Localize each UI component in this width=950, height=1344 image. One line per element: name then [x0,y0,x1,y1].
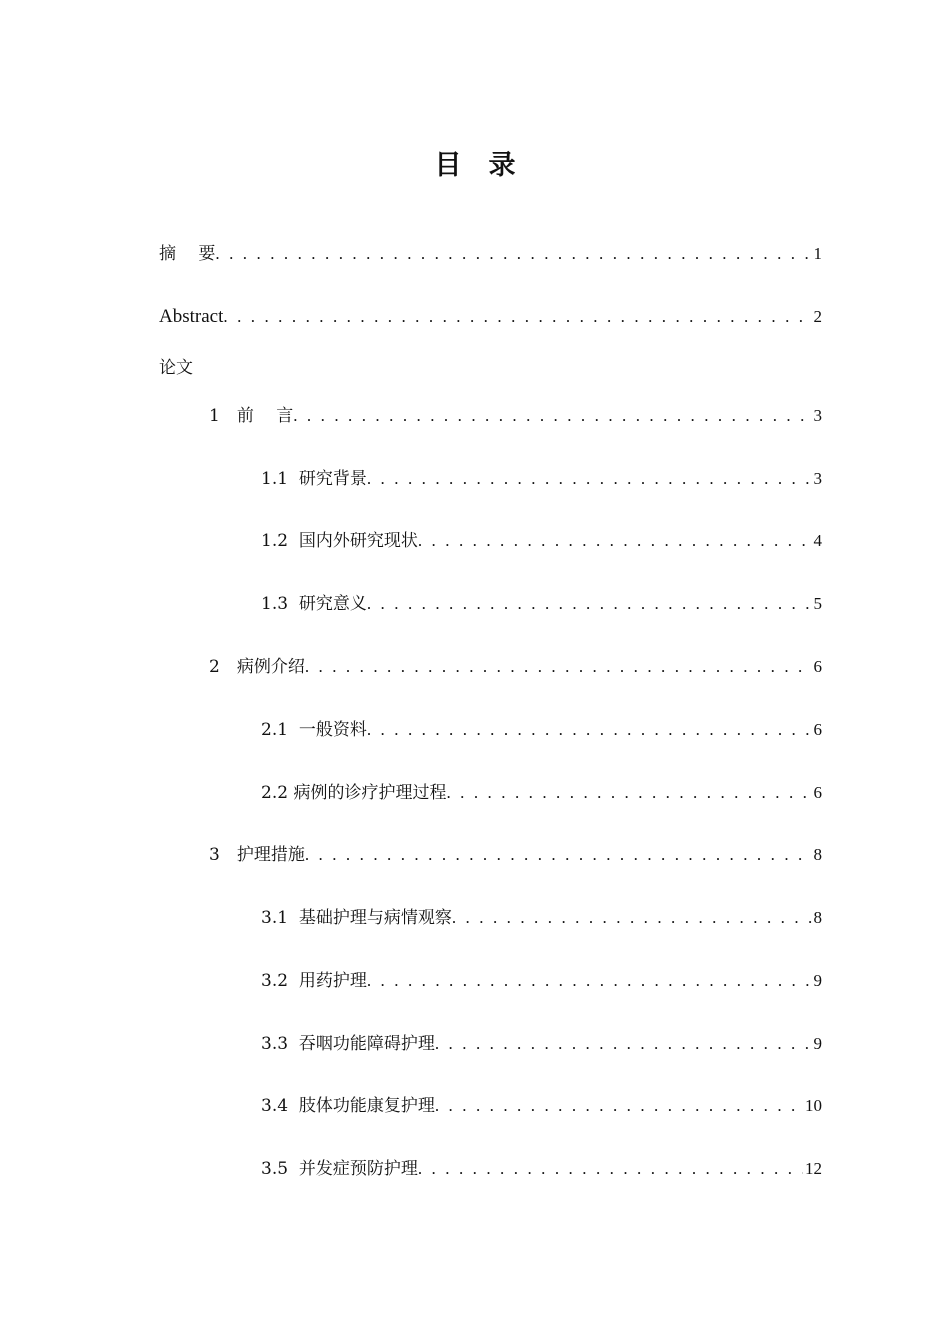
dot-leader [367,591,812,617]
toc-entry-label: 2.1 一般资料 [261,720,367,740]
toc-entry-page: 6 [813,783,822,802]
toc-entry-label: 2 病例介绍 [209,657,305,677]
toc-entry-page: 10 [805,1096,822,1115]
dot-leader [452,905,812,931]
toc-entry-1-1[interactable] [261,466,822,492]
toc-entry-label: 1.2 国内外研究现状 [261,531,418,551]
toc-entry-label: 3.4 肢体功能康复护理 [261,1096,435,1116]
toc-entry-3-2[interactable] [261,968,822,994]
toc-entry-label: 1 前 言 [209,406,294,426]
toc-entry-page: 1 [813,244,822,263]
toc-entry-3-3[interactable] [261,1031,822,1057]
dot-leader [367,717,812,743]
toc-entry-label: 1.1 研究背景 [261,469,367,489]
dot-leader [367,466,812,492]
dot-leader [435,1093,803,1119]
toc-entry-page: 5 [813,594,822,613]
toc-entry-page: 4 [813,531,822,550]
dot-leader [215,241,811,267]
toc-entry-label: 摘 要 [159,244,216,264]
toc-entry-label: 3.5 并发症预防护理 [261,1159,418,1179]
toc-entry-page: 2 [813,307,822,326]
toc-entry-page: 9 [813,1034,822,1053]
toc-entry-label: 3.1 基础护理与病情观察 [261,908,452,928]
toc-entry-label: 3 护理措施 [209,845,305,865]
toc-entry-abstract-cn[interactable] [159,241,822,267]
dot-leader [223,304,811,330]
dot-leader [305,654,812,680]
toc-entry-3-5[interactable] [261,1156,822,1182]
toc-entry-page: 9 [813,971,822,990]
toc-entry-label: 2.2 病例的诊疗护理过程 [261,783,447,803]
toc-entry-page: 3 [813,406,822,425]
toc-entry-chapter-1[interactable] [209,403,822,429]
toc-entry-page: 8 [813,908,822,927]
toc-entry-page: 6 [813,720,822,739]
toc-entry-page: 6 [813,657,822,676]
toc-entry-label: 3.2 用药护理 [261,971,367,991]
dot-leader [418,1156,803,1182]
toc-entry-3-1[interactable] [261,905,822,931]
dot-leader [435,1031,812,1057]
dot-leader [367,968,812,994]
toc-section-label: 论文 [159,358,193,378]
toc-entry-page: 3 [813,469,822,488]
toc-entry-1-3[interactable] [261,591,822,617]
toc-entry-label: 3.3 吞咽功能障碍护理 [261,1034,435,1054]
dot-leader [293,403,811,429]
dot-leader [446,780,811,806]
page-title: 目 录 [434,150,516,181]
toc-entry-chapter-2[interactable] [209,654,822,680]
toc-entry-label: Abstract [159,306,224,327]
toc-entry-label: 1.3 研究意义 [261,594,367,614]
toc-entry-2-1[interactable] [261,717,822,743]
toc-entry-2-2[interactable] [261,780,822,806]
toc-entry-1-2[interactable] [261,528,822,554]
toc-entry-page: 12 [805,1159,822,1178]
dot-leader [418,528,812,554]
dot-leader [305,842,812,868]
toc-entry-3-4[interactable] [261,1093,822,1119]
toc-entry-chapter-3[interactable] [209,842,822,868]
toc-entry-abstract-en[interactable] [159,304,822,330]
toc-entry-page: 8 [813,845,822,864]
